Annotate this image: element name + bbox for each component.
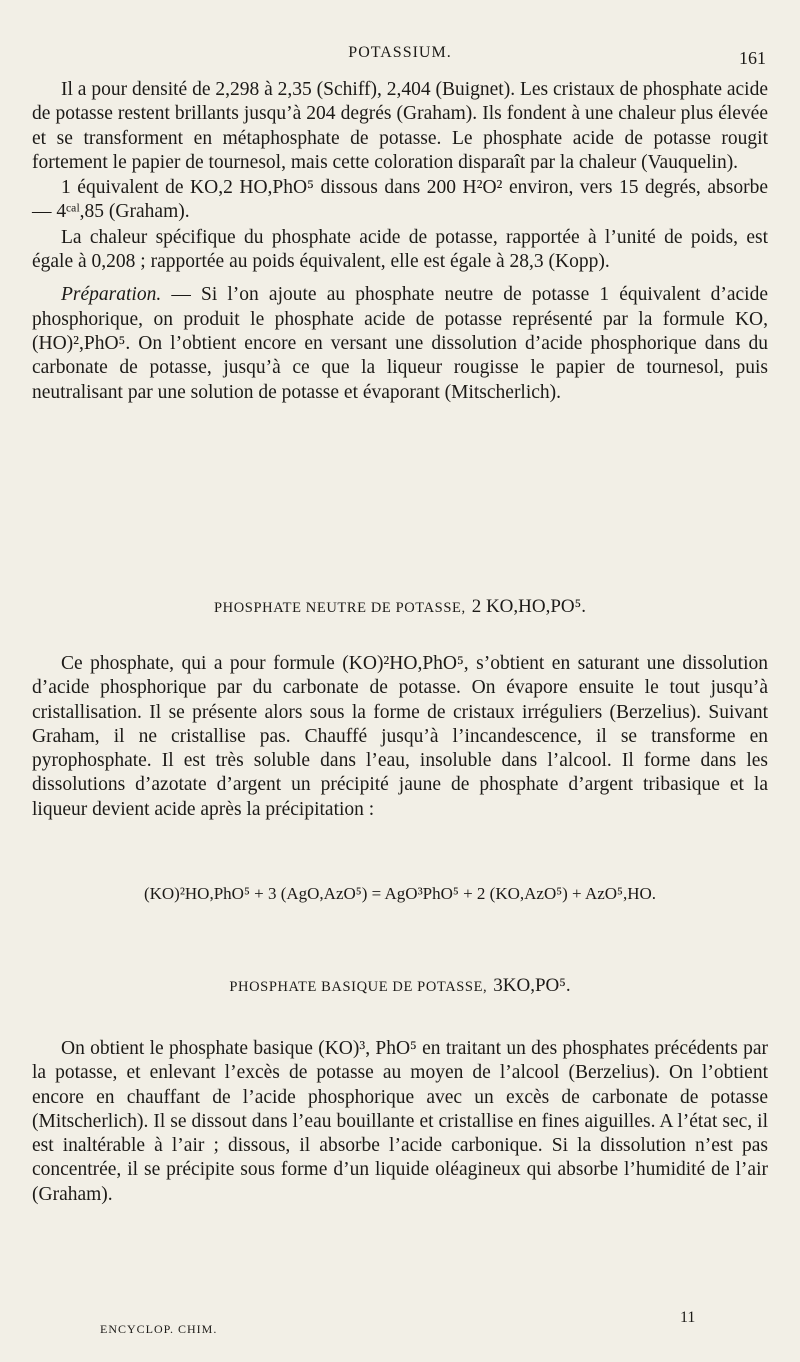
paragraph-basic-phosphate: On obtient le phosphate basique (KO)³, PhO⁵ en traitant un des phosphates précédents par la potasse, et enlevant l’excès de potasse au moyen de l’alcool (Berzelius). On l’obtient encore en chauffant de l’acide phosphorique avec un excès de carbonate de potasse (Mitscherlich). Il se dissout dans l’eau bouillante et cristallise en fines aiguilles. A l’état sec, il est inaltérable à l’air ; dissous, il absorbe l’acide carbonique. Si la dissolution n’est pas concentrée, il se précipite sous forme d’un liquide oléagineux qui absorbe l’humidité de l’air (Graham). (32, 1038, 768, 1205)
paragraph-absorption: 1 équivalent de KO,2 HO,PhO⁵ dissous dans 200 H²O² environ, vers 15 degrés, absorbe — 4ᶜᵃˡ,85 (Graham). (32, 177, 768, 223)
paragraph-specific-heat: La chaleur spécifique du phosphate acide de potasse, rapportée à l’unité de poids, est égale à 0,208 ; rapportée au poids équivalent, elle est égale à 28,3 (Kopp). (32, 226, 768, 273)
text-block-properties (32, 78, 768, 405)
paragraph-neutral-phosphate: Ce phosphate, qui a pour formule (KO)²HO,PhO⁵, s’obtient en saturant une dissolution d’acide phosphorique par du carbonate de potasse. On évapore ensuite le tout jusqu’à cristallisation. Il se présente alors sous la forme de cristaux irréguliers (Berzelius). Suivant Graham, il ne cristallise pas. Chauffé jusqu’à l’incandescence, il se transforme en pyrophosphate. Il est très soluble dans l’eau, insoluble dans l’alcool. Il forme dans les dissolutions d’azotate d’argent un précipité jaune de phosphate d’argent tribasique et la liqueur devient acide après la précipitation : (32, 653, 768, 820)
paragraph-density: Il a pour densité de 2,298 à 2,35 (Schiff), 2,404 (Buignet). Les cristaux de phosphate acide de potasse restent brillants jusqu’à 204 degrés (Graham). Ils fondent à une chaleur plus élevée et se transforment en métaphosphate de potasse. Le phosphate acide de potasse rougit fortement le papier de tournesol, mais cette coloration disparaît par la chaleur (Vauquelin). (32, 79, 768, 173)
preparation-text: — Si l’on ajoute au phosphate neutre de potasse 1 équivalent d’acide phosphorique, on produit le phosphate acide de potasse représenté par la formule KO,(HO)²,PhO⁵. On l’obtient encore en versant une dissolution d’acide phosphorique dans du carbonate de potasse, jusqu’à ce que la liqueur rougisse le papier de tournesol, puis neutralisant par une solution de potasse et évaporant (Mitscherlich). (32, 284, 768, 403)
chemical-equation: (KO)²HO,PhO⁵ + 3 (AgO,AzO⁵) = AgO³PhO⁵ + 2 (KO,AzO⁵) + AzO⁵,HO. (143, 884, 657, 903)
text-block-neutral (32, 652, 768, 822)
heading-basic-formula: 3KO,PO⁵. (493, 975, 571, 996)
heading-basic-label: PHOSPHATE BASIQUE DE POTASSE, (229, 979, 488, 995)
heading-neutral-formula: 2 KO,HO,PO⁵. (471, 596, 586, 617)
text-block-basic (32, 1037, 768, 1207)
preparation-label: Préparation. (61, 284, 162, 306)
footer-sheet-number: 11 (680, 1309, 696, 1326)
paragraph-preparation (32, 283, 768, 404)
running-header (0, 44, 800, 68)
running-title: POTASSIUM. (348, 44, 452, 61)
page-number: 161 (739, 48, 766, 68)
heading-neutral-label: PHOSPHATE NEUTRE DE POTASSE, (214, 600, 466, 616)
footer-signature: ENCYCLOP. CHIM. (100, 1322, 218, 1336)
section-heading-basic (0, 975, 800, 997)
section-heading-neutral (0, 596, 800, 618)
